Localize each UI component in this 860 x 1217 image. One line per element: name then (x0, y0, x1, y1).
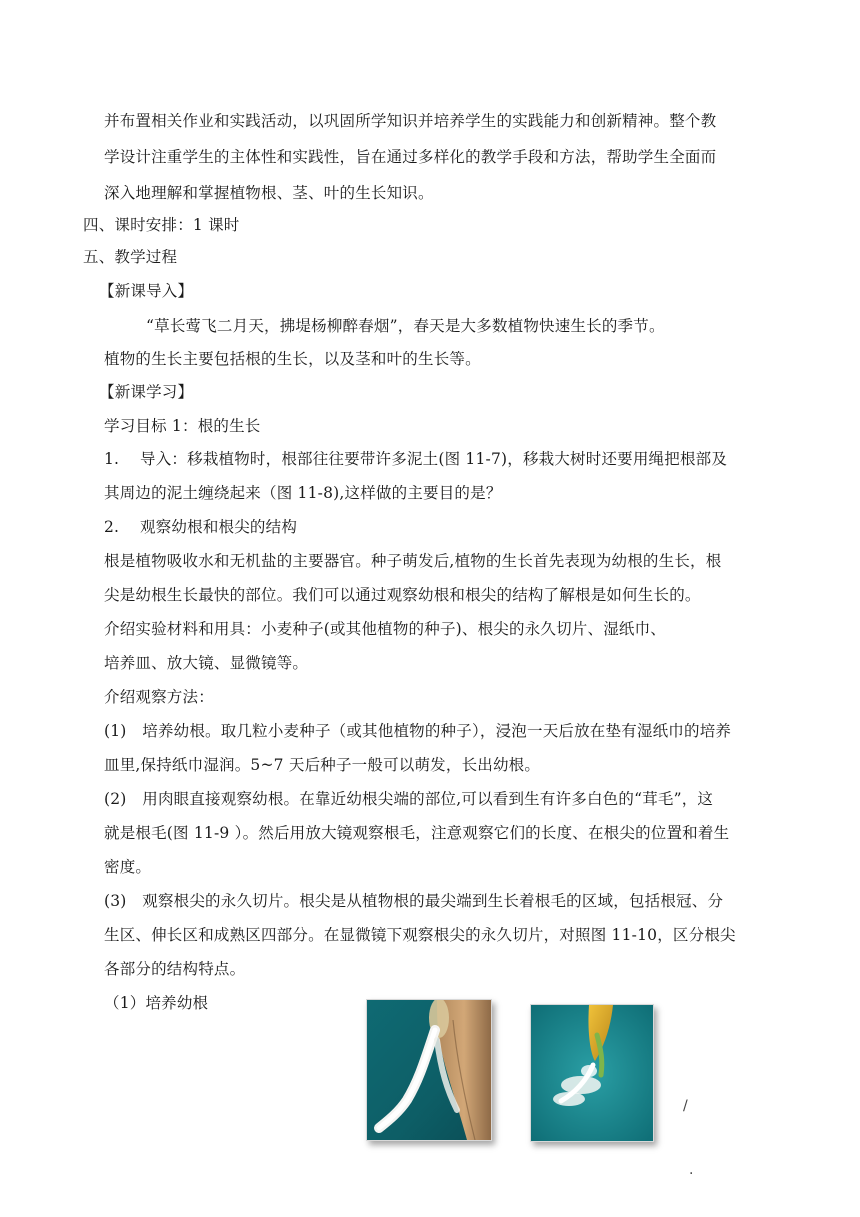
learning-goal-heading: 学习目标 1：根的生长 (104, 417, 261, 435)
paragraph-line: “草长莺飞二月天，拂堤杨柳醉春烟”，春天是大多数植物快速生长的季节。 (146, 317, 665, 335)
paragraph-line: 2. 观察幼根和根尖的结构 (104, 518, 298, 536)
paragraph-line: 植物的生长主要包括根的生长，以及茎和叶的生长等。 (104, 350, 481, 368)
dot-mark: . (689, 1162, 694, 1178)
paragraph-line: 深入地理解和掌握植物根、茎、叶的生长知识。 (104, 184, 434, 202)
paragraph-line: 根是植物吸收水和无机盐的主要器官。种子萌发后,植物的生长首先表现为幼根的生长，根 (104, 552, 722, 570)
section-heading-schedule: 四、课时安排：1 课时 (83, 216, 240, 234)
seedling-root-photo-2 (530, 1004, 654, 1142)
paragraph-line: 其周边的泥土缠绕起来（图 11-8),这样做的主要目的是？ (104, 484, 502, 502)
slash-mark: / (683, 1098, 688, 1114)
paragraph-line: 就是根毛(图 11-9 ）。然后用放大镜观察根毛，注意观察它们的长度、在根尖的位置和着生 (104, 824, 730, 842)
paragraph-line: (1) 培养幼根。取几粒小麦种子（或其他植物的种子），浸泡一天后放在垫有湿纸巾的培养 (104, 722, 732, 740)
paragraph-line: 皿里,保持纸巾湿润。5~7 天后种子一般可以萌发，长出幼根。 (104, 756, 541, 774)
paragraph-line: 并布置相关作业和实践活动，以巩固所学知识并培养学生的实践能力和创新精神。整个教 (104, 112, 717, 130)
paragraph-line: 培养皿、放大镜、显微镜等。 (104, 654, 309, 672)
seedling-root-photo-1 (366, 999, 492, 1141)
figure-caption: （1）培养幼根 (104, 994, 209, 1012)
paragraph-line: (3) 观察根尖的永久切片。根尖是从植物根的最尖端到生长着根毛的区域，包括根冠、分 (104, 892, 724, 910)
paragraph-line: 学设计注重学生的主体性和实践性，旨在通过多样化的教学手段和方法，帮助学生全面而 (104, 148, 717, 166)
paragraph-line: 介绍实验材料和用具：小麦种子(或其他植物的种子)、根尖的永久切片、湿纸巾、 (104, 620, 666, 638)
paragraph-line: 各部分的结构特点。 (104, 960, 246, 978)
paragraph-line: 1. 导入：移栽植物时，根部往往要带许多泥土(图 11-7)，移栽大树时还要用绳把根部及 (104, 450, 728, 468)
subheading-learning: 【新课学习】 (99, 383, 194, 401)
paragraph-line: 生区、伸长区和成熟区四部分。在显微镜下观察根尖的永久切片，对照图 11-10，区分根尖 (104, 926, 736, 944)
paragraph-line: 介绍观察方法： (104, 688, 214, 706)
section-heading-process: 五、教学过程 (83, 248, 178, 266)
paragraph-line: 尖是幼根生长最快的部位。我们可以通过观察幼根和根尖的结构了解根是如何生长的。 (104, 586, 701, 604)
subheading-intro: 【新课导入】 (99, 282, 194, 300)
paragraph-line: 密度。 (104, 858, 152, 876)
paragraph-line: (2) 用肉眼直接观察幼根。在靠近幼根尖端的部位,可以看到生有许多白色的“茸毛”，这 (104, 790, 714, 808)
